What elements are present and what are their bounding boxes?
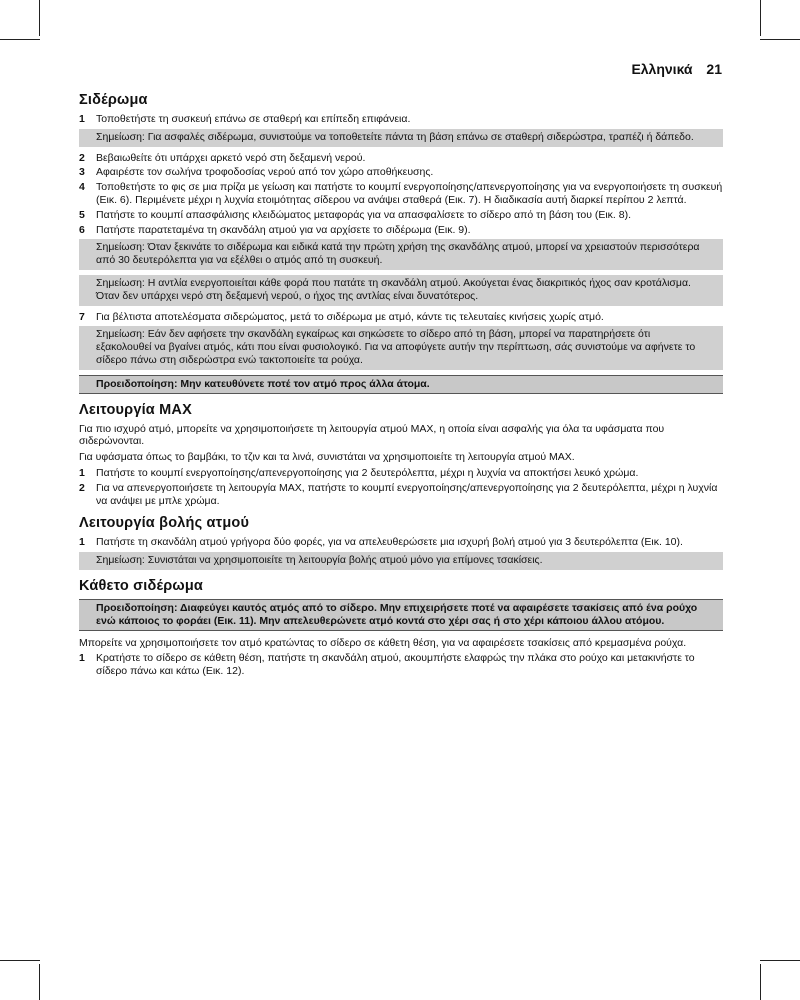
step-number: 1 <box>79 113 85 125</box>
paragraph: Για υφάσματα όπως το βαμβάκι, το τζιν και τα λινά, συνιστάται να χρησιμοποιείτε τη λειτουργία ατμού MAX. <box>79 451 575 464</box>
note-box: Σημείωση: Για ασφαλές σιδέρωμα, συνιστούμε να τοποθετείτε πάντα τη βάση επάνω σε σταθερή σιδερώστρα, τραπέζι ή δάπεδο. <box>79 129 723 147</box>
step-text: Για να απενεργοποιήσετε τη λειτουργία MAX, πατήστε το κουμπί ενεργοποίησης/απενεργοποίησης για 2 δευτερόλεπτα, μέχρι η λυχνία να ανάψει με μπλε χρώμα. <box>96 481 718 507</box>
paragraph: Μπορείτε να χρησιμοποιήσετε τον ατμό κρατώντας το σίδερο σε κάθετη θέση, για να αφαιρέσετε τσακίσεις από κρεμασμένα ρούχα. <box>79 636 687 649</box>
step <box>79 482 723 508</box>
step-text: Κρατήστε το σίδερο σε κάθετη θέση, πατήστε τη σκανδάλη ατμού, ακουμπήστε ελαφρώς την πλάκα στο ρούχο και μετακινήστε το σίδερο πάνω και κάτω (Εικ. 12). <box>96 652 695 678</box>
step-number: 5 <box>79 208 85 221</box>
crop-mark <box>760 0 761 36</box>
step <box>79 181 723 207</box>
step-text: Πατήστε παρατεταμένα τη σκανδάλη ατμού για να αρχίσετε το σιδέρωμα (Εικ. 9). <box>96 223 471 236</box>
note-box: Σημείωση: Συνιστάται να χρησιμοποιείτε τη λειτουργία βολής ατμού μόνο για επίμονες τσακίσεις. <box>79 552 723 570</box>
section-steam-shot <box>79 515 723 570</box>
step-number: 2 <box>79 481 85 494</box>
section-vertical-ironing <box>79 578 723 678</box>
step <box>79 209 723 222</box>
note-box: Σημείωση: Εάν δεν αφήσετε την σκανδάλη εγκαίρως και σηκώσετε το σίδερο από τη βάση, μπορεί να παρατηρήσετε ότι εξακολουθεί να βγαίνει ατμός, κάτι που είναι φυσιολογικό. Για να αποφύγετε αυτήν την περίπτωση, σάς συνιστούμε να αφήνετε το σίδερο πάνω στη σιδερώστρα ενώ τακτοποιείτε τα ρούχα. <box>79 326 723 369</box>
step-text: Τοποθετήστε το φις σε μια πρίζα με γείωση και πατήστε το κουμπί ενεργοποίησης/απενεργοποίησης για να ενεργοποιήσετε τη συσκευή (Εικ. 6). Περιμένετε μέχρι η λυχνία ετοιμότητας σίδερου να ανάψει σταθερά (Εικ. 7). Η διαδικασία αυτή διαρκεί περίπου 2 λεπτά. <box>96 181 723 206</box>
page-header <box>631 61 722 77</box>
crop-mark <box>760 960 800 961</box>
step-text: Πατήστε το κουμπί ενεργοποίησης/απενεργοποίησης για 2 δευτερόλεπτα, μέχρι η λυχνία να αποκτήσει λευκό χρώμα. <box>96 466 639 479</box>
step-number: 7 <box>79 310 85 323</box>
crop-mark <box>39 964 40 1000</box>
crop-mark <box>760 39 800 40</box>
step-number: 2 <box>79 151 85 164</box>
section-title: Λειτουργία βολής ατμού <box>79 515 250 532</box>
note-box: Σημείωση: Όταν ξεκινάτε το σιδέρωμα και ειδικά κατά την πρώτη χρήση της σκανδάλης ατμού, μπορεί να χρειαστούν περισσότερα από 30 δευτερόλεπτα για να εξέλθει ο ατμός από τη συσκευή. <box>79 239 723 270</box>
section-title: Λειτουργία MAX <box>79 401 192 418</box>
language-label: Ελληνικά <box>631 61 693 77</box>
section-title: Κάθετο σιδέρωμα <box>79 577 204 594</box>
step-text: Για βέλτιστα αποτελέσματα σιδερώματος, μετά το σιδέρωμα με ατμό, κάντε τις τελευταίες κινήσεις χωρίς ατμό. <box>96 310 604 323</box>
step <box>79 152 723 165</box>
section-ironing <box>79 92 723 394</box>
paragraph: Για πιο ισχυρό ατμό, μπορείτε να χρησιμοποιήσετε τη λειτουργία ατμού MAX, η οποία είναι ασφαλής για όλα τα υφάσματα που σιδερώνονται. <box>79 422 665 448</box>
step-number: 1 <box>79 652 85 665</box>
page-content <box>79 92 723 680</box>
step-number: 6 <box>79 223 85 236</box>
step-number: 3 <box>79 166 85 179</box>
step <box>79 311 723 324</box>
crop-mark <box>760 964 761 1000</box>
crop-mark <box>0 960 40 961</box>
step <box>79 113 723 126</box>
step-text: Πατήστε τη σκανδάλη ατμού γρήγορα δύο φορές, για να απελευθερώσετε μια ισχυρή βολή ατμού για 3 δευτερόλεπτα (Εικ. 10). <box>96 536 683 549</box>
note-box: Σημείωση: Η αντλία ενεργοποιείται κάθε φορά που πατάτε τη σκανδάλη ατμού. Ακούγεται ένας διακριτικός ήχος σαν κροτάλισμα. Όταν δεν υπάρχει νερό στη δεξαμενή νερού, ο ήχος της αντλίας είναι δυνατότερος. <box>79 275 723 306</box>
section-title: Σιδέρωμα <box>79 92 148 108</box>
crop-mark <box>0 39 40 40</box>
warning-box: Προειδοποίηση: Μην κατευθύνετε ποτέ τον ατμό προς άλλα άτομα. <box>79 375 723 394</box>
step <box>79 536 723 549</box>
step-number: 1 <box>79 466 85 479</box>
crop-mark <box>39 0 40 36</box>
step-text: Βεβαιωθείτε ότι υπάρχει αρκετό νερό στη δεξαμενή νερού. <box>96 151 366 164</box>
step <box>79 652 723 678</box>
step-number: 4 <box>79 181 85 194</box>
page-number: 21 <box>706 61 722 77</box>
section-max <box>79 402 723 508</box>
step <box>79 467 723 480</box>
warning-box: Προειδοποίηση: Διαφεύγει καυτός ατμός από το σίδερο. Μην επιχειρήσετε ποτέ να αφαιρέσετε τσακίσεις από ένα ρούχο ενώ κάποιος το φοράει (Εικ. 11). Μην απελευθερώνετε ατμό κοντά στο χέρι σας ή στο χέρι κάποιου άλλου ατόμου. <box>79 599 723 631</box>
step-number: 1 <box>79 536 85 549</box>
step <box>79 224 723 237</box>
step-text: Τοποθετήστε τη συσκευή επάνω σε σταθερή και επίπεδη επιφάνεια. <box>96 113 411 125</box>
step <box>79 166 723 179</box>
step-text: Αφαιρέστε τον σωλήνα τροφοδοσίας νερού από τον χώρο αποθήκευσης. <box>96 166 434 179</box>
step-text: Πατήστε το κουμπί απασφάλισης κλειδώματος μεταφοράς για να απασφαλίσετε το σίδερο από τη βάση του (Εικ. 8). <box>96 208 632 221</box>
